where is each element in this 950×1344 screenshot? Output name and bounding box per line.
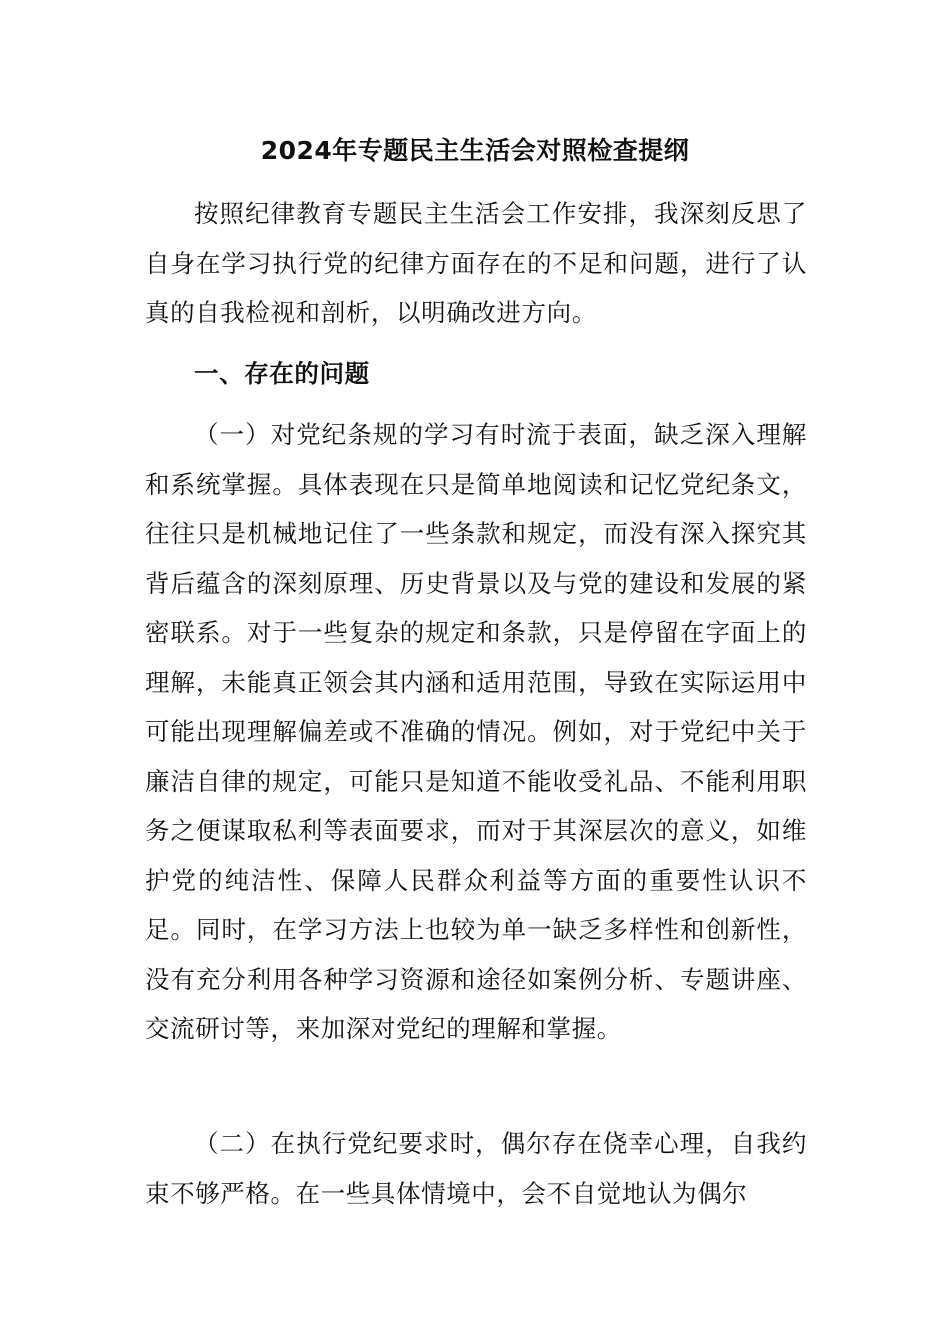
- section-heading: 一、存在的问题: [194, 359, 370, 388]
- body-paragraph-2: （二）在执行党纪要求时，偶尔存在侥幸心理，自我约束不够严格。在一些具体情境中，会不自觉地认为偶尔: [145, 1129, 807, 1208]
- body-paragraph-1: （一）对党纪条规的学习有时流于表面，缺乏深入理解和系统掌握。具体表现在只是简单地阅读和记忆党纪条文，往往只是机械地记住了一些条款和规定，而没有深入探究其背后蕴含的深刻原理、历史背景以及与党的建设和发展的紧密联系。对于一些复杂的规定和条款，只是停留在字面上的理解，未能真正领会其内涵和适用范围，导致在实际运用中可能出现理解偏差或不准确的情况。例如，对于党纪中关于廉洁自律的规定，可能只是知道不能收受礼品、不能利用职务之便谋取私利等表面要求，而对于其深层次的意义，如维护党的纯洁性、保障人民群众利益等方面的重要性认识不足。同时，在学习方法上也较为单一缺乏多样性和创新性，没有充分利用各种学习资源和途径如案例分析、专题讲座、交流研讨等，来加深对党纪的理解和掌握。: [145, 420, 807, 1043]
- document-title: 2024年专题民主生活会对照检查提纲: [260, 136, 690, 165]
- intro-paragraph: 按照纪律教育专题民主生活会工作安排，我深刻反思了自身在学习执行党的纪律方面存在的不足和问题，进行了认真的自我检视和剖析，以明确改进方向。: [145, 199, 807, 327]
